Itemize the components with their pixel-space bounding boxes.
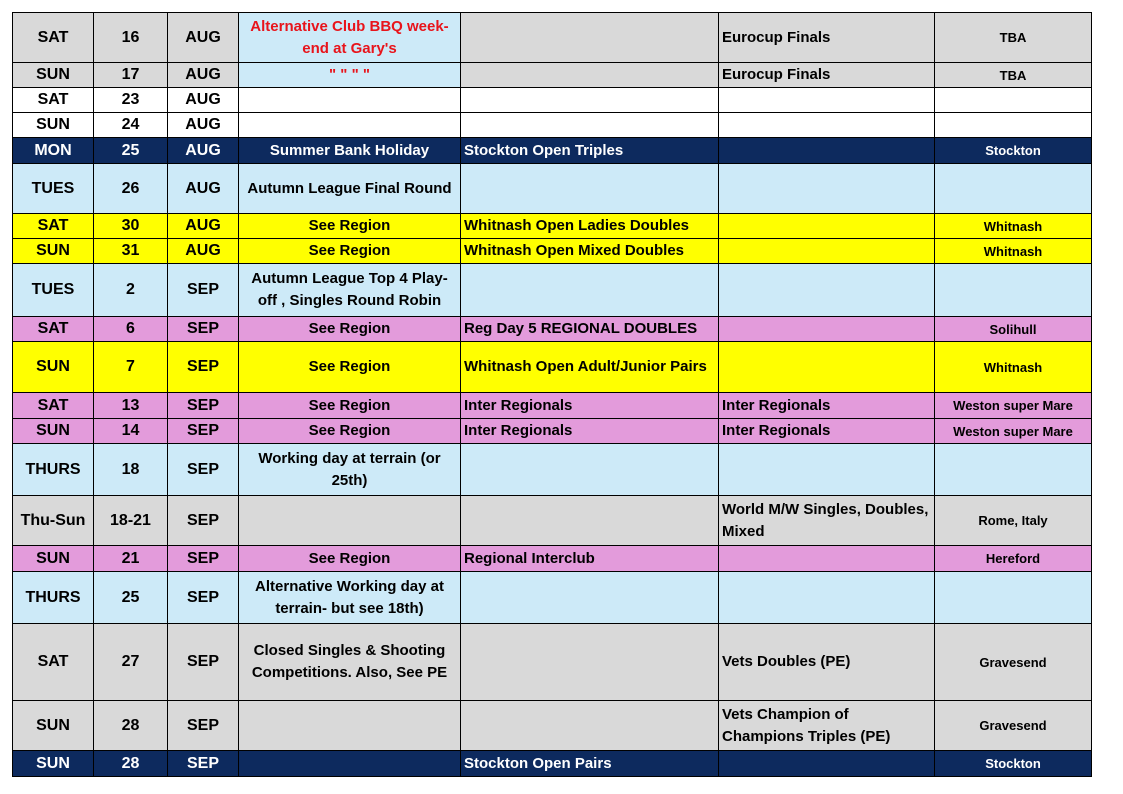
table-row <box>13 164 1092 214</box>
venue-cell: Weston super Mare <box>935 419 1092 444</box>
table-row <box>13 88 1092 113</box>
table-row <box>13 701 1092 751</box>
day-cell: SUN <box>13 751 94 777</box>
national-event-cell <box>719 138 935 164</box>
table-row <box>13 393 1092 419</box>
date-cell: 31 <box>94 239 168 264</box>
regional-event-cell: Inter Regionals <box>461 419 719 444</box>
date-cell: 26 <box>94 164 168 214</box>
venue-cell <box>935 572 1092 624</box>
regional-event-cell <box>461 63 719 88</box>
club-event-cell: Alternative Working day at terrain- but see 18th) <box>239 572 461 624</box>
day-cell: SUN <box>13 342 94 393</box>
national-event-cell <box>719 342 935 393</box>
venue-cell <box>935 164 1092 214</box>
day-cell: SUN <box>13 113 94 138</box>
date-cell: 18-21 <box>94 496 168 546</box>
regional-event-cell <box>461 572 719 624</box>
venue-cell: Hereford <box>935 546 1092 572</box>
day-cell: SAT <box>13 317 94 342</box>
regional-event-cell <box>461 164 719 214</box>
national-event-cell <box>719 751 935 777</box>
national-event-cell: Vets Champion of Champions Triples (PE) <box>719 701 935 751</box>
regional-event-cell <box>461 264 719 317</box>
date-cell: 17 <box>94 63 168 88</box>
date-cell: 30 <box>94 214 168 239</box>
day-cell: SUN <box>13 239 94 264</box>
venue-cell: Solihull <box>935 317 1092 342</box>
date-cell: 21 <box>94 546 168 572</box>
national-event-cell <box>719 164 935 214</box>
month-cell: SEP <box>168 496 239 546</box>
national-event-cell <box>719 239 935 264</box>
month-cell: SEP <box>168 393 239 419</box>
table-row <box>13 546 1092 572</box>
month-cell: SEP <box>168 419 239 444</box>
month-cell: AUG <box>168 13 239 63</box>
venue-cell <box>935 88 1092 113</box>
month-cell: SEP <box>168 444 239 496</box>
table-row <box>13 572 1092 624</box>
month-cell: SEP <box>168 546 239 572</box>
club-event-cell: See Region <box>239 239 461 264</box>
table-row <box>13 624 1092 701</box>
table-row <box>13 496 1092 546</box>
club-event-cell: Alternative Club BBQ week-end at Gary's <box>239 13 461 63</box>
venue-cell: Rome, Italy <box>935 496 1092 546</box>
date-cell: 13 <box>94 393 168 419</box>
day-cell: SAT <box>13 88 94 113</box>
table-row <box>13 264 1092 317</box>
date-cell: 25 <box>94 572 168 624</box>
national-event-cell <box>719 214 935 239</box>
day-cell: SUN <box>13 63 94 88</box>
day-cell: THURS <box>13 444 94 496</box>
national-event-cell <box>719 264 935 317</box>
regional-event-cell: Inter Regionals <box>461 393 719 419</box>
national-event-cell: Inter Regionals <box>719 419 935 444</box>
day-cell: SAT <box>13 13 94 63</box>
regional-event-cell: Regional Interclub <box>461 546 719 572</box>
club-event-cell <box>239 751 461 777</box>
day-cell: TUES <box>13 264 94 317</box>
club-event-cell: Working day at terrain (or 25th) <box>239 444 461 496</box>
regional-event-cell <box>461 624 719 701</box>
national-event-cell: Eurocup Finals <box>719 13 935 63</box>
schedule-body <box>13 13 1092 777</box>
club-event-cell <box>239 701 461 751</box>
date-cell: 28 <box>94 751 168 777</box>
venue-cell: Stockton <box>935 138 1092 164</box>
regional-event-cell <box>461 113 719 138</box>
club-event-cell <box>239 88 461 113</box>
venue-cell: TBA <box>935 63 1092 88</box>
month-cell: AUG <box>168 239 239 264</box>
club-event-cell: Autumn League Top 4 Play-off , Singles Round Robin <box>239 264 461 317</box>
national-event-cell: Inter Regionals <box>719 393 935 419</box>
table-row <box>13 13 1092 63</box>
club-event-cell: See Region <box>239 393 461 419</box>
club-event-cell: See Region <box>239 317 461 342</box>
venue-cell: Gravesend <box>935 701 1092 751</box>
venue-cell <box>935 444 1092 496</box>
date-cell: 28 <box>94 701 168 751</box>
national-event-cell: Eurocup Finals <box>719 63 935 88</box>
venue-cell <box>935 264 1092 317</box>
club-event-cell: Autumn League Final Round <box>239 164 461 214</box>
date-cell: 27 <box>94 624 168 701</box>
table-row <box>13 317 1092 342</box>
table-row <box>13 138 1092 164</box>
day-cell: SUN <box>13 419 94 444</box>
regional-event-cell <box>461 13 719 63</box>
national-event-cell <box>719 88 935 113</box>
national-event-cell: World M/W Singles, Doubles, Mixed <box>719 496 935 546</box>
table-row <box>13 239 1092 264</box>
regional-event-cell <box>461 88 719 113</box>
day-cell: SAT <box>13 214 94 239</box>
regional-event-cell <box>461 444 719 496</box>
date-cell: 16 <box>94 13 168 63</box>
club-event-cell <box>239 113 461 138</box>
month-cell: SEP <box>168 342 239 393</box>
day-cell: Thu-Sun <box>13 496 94 546</box>
table-row <box>13 63 1092 88</box>
date-cell: 18 <box>94 444 168 496</box>
club-event-cell <box>239 496 461 546</box>
events-schedule-table <box>12 12 1092 777</box>
venue-cell: Stockton <box>935 751 1092 777</box>
national-event-cell <box>719 572 935 624</box>
day-cell: SAT <box>13 393 94 419</box>
day-cell: TUES <box>13 164 94 214</box>
regional-event-cell: Whitnash Open Adult/Junior Pairs <box>461 342 719 393</box>
month-cell: SEP <box>168 624 239 701</box>
venue-cell <box>935 113 1092 138</box>
national-event-cell <box>719 444 935 496</box>
day-cell: THURS <box>13 572 94 624</box>
venue-cell: Weston super Mare <box>935 393 1092 419</box>
date-cell: 24 <box>94 113 168 138</box>
day-cell: SUN <box>13 701 94 751</box>
month-cell: SEP <box>168 264 239 317</box>
month-cell: SEP <box>168 317 239 342</box>
table-row <box>13 444 1092 496</box>
date-cell: 14 <box>94 419 168 444</box>
venue-cell: Whitnash <box>935 342 1092 393</box>
club-event-cell: Summer Bank Holiday <box>239 138 461 164</box>
club-event-cell: See Region <box>239 214 461 239</box>
regional-event-cell: Reg Day 5 REGIONAL DOUBLES <box>461 317 719 342</box>
date-cell: 7 <box>94 342 168 393</box>
venue-cell: Whitnash <box>935 239 1092 264</box>
month-cell: SEP <box>168 572 239 624</box>
date-cell: 23 <box>94 88 168 113</box>
month-cell: SEP <box>168 751 239 777</box>
day-cell: MON <box>13 138 94 164</box>
national-event-cell <box>719 113 935 138</box>
regional-event-cell <box>461 496 719 546</box>
club-event-cell: See Region <box>239 342 461 393</box>
venue-cell: Whitnash <box>935 214 1092 239</box>
month-cell: AUG <box>168 138 239 164</box>
date-cell: 6 <box>94 317 168 342</box>
club-event-cell: See Region <box>239 546 461 572</box>
regional-event-cell: Whitnash Open Ladies Doubles <box>461 214 719 239</box>
day-cell: SUN <box>13 546 94 572</box>
table-row <box>13 113 1092 138</box>
date-cell: 2 <box>94 264 168 317</box>
club-event-cell: " " " " <box>239 63 461 88</box>
regional-event-cell: Stockton Open Pairs <box>461 751 719 777</box>
month-cell: AUG <box>168 63 239 88</box>
national-event-cell <box>719 546 935 572</box>
table-row <box>13 342 1092 393</box>
month-cell: AUG <box>168 214 239 239</box>
national-event-cell <box>719 317 935 342</box>
table-row <box>13 419 1092 444</box>
month-cell: AUG <box>168 164 239 214</box>
table-row <box>13 214 1092 239</box>
date-cell: 25 <box>94 138 168 164</box>
club-event-cell: Closed Singles & Shooting Competitions. Also, See PE <box>239 624 461 701</box>
regional-event-cell: Stockton Open Triples <box>461 138 719 164</box>
venue-cell: Gravesend <box>935 624 1092 701</box>
day-cell: SAT <box>13 624 94 701</box>
regional-event-cell <box>461 701 719 751</box>
club-event-cell: See Region <box>239 419 461 444</box>
regional-event-cell: Whitnash Open Mixed Doubles <box>461 239 719 264</box>
month-cell: SEP <box>168 701 239 751</box>
table-row <box>13 751 1092 777</box>
venue-cell: TBA <box>935 13 1092 63</box>
month-cell: AUG <box>168 88 239 113</box>
month-cell: AUG <box>168 113 239 138</box>
national-event-cell: Vets Doubles (PE) <box>719 624 935 701</box>
